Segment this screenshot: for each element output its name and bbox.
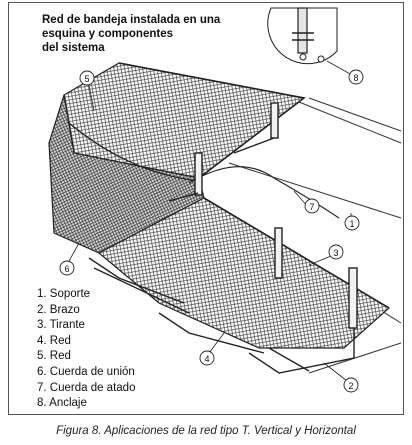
callout-4-label: 4 [204,354,210,364]
figure-caption: Figura 8. Aplicaciones de la red tipo T. Vertical y Horizontal [56,425,356,437]
anchor-detail [268,8,337,64]
callout-7 [305,199,319,213]
callout-1 [345,216,359,230]
callout-3 [329,245,343,259]
figure-title-line-3: del sistema [42,42,105,54]
callout-3-label: 3 [333,248,339,258]
legend-item: 6. Cuerda de unión [37,365,135,378]
legend-item: 5. Red [37,350,71,363]
legend-item: 8. Anclaje [37,397,87,410]
legend-item: 1. Soporte [37,288,91,300]
callout-1-label: 1 [349,219,355,229]
callout-6-label: 6 [64,264,70,274]
legend-item: 4. Red [37,334,71,347]
callout-6 [60,261,74,275]
legend-item: 2. Brazo [37,303,80,316]
callout-8 [349,70,363,84]
callout-5 [80,71,94,85]
callout-2-label: 2 [348,381,354,391]
component-legend [37,287,135,412]
legend-item: 7. Cuerda de atado [37,381,136,394]
figure-title-line-2: esquina y componentes [42,28,174,40]
legend-item: 3. Tirante [37,319,85,332]
callout-5-label: 5 [84,74,90,84]
callout-4 [200,351,214,365]
callout-8-label: 8 [353,73,359,83]
figure-frame [8,2,404,415]
callout-2 [344,378,358,392]
figure-title-line-1: Red de bandeja instalada en una [42,14,221,26]
callout-7-label: 7 [309,202,315,212]
